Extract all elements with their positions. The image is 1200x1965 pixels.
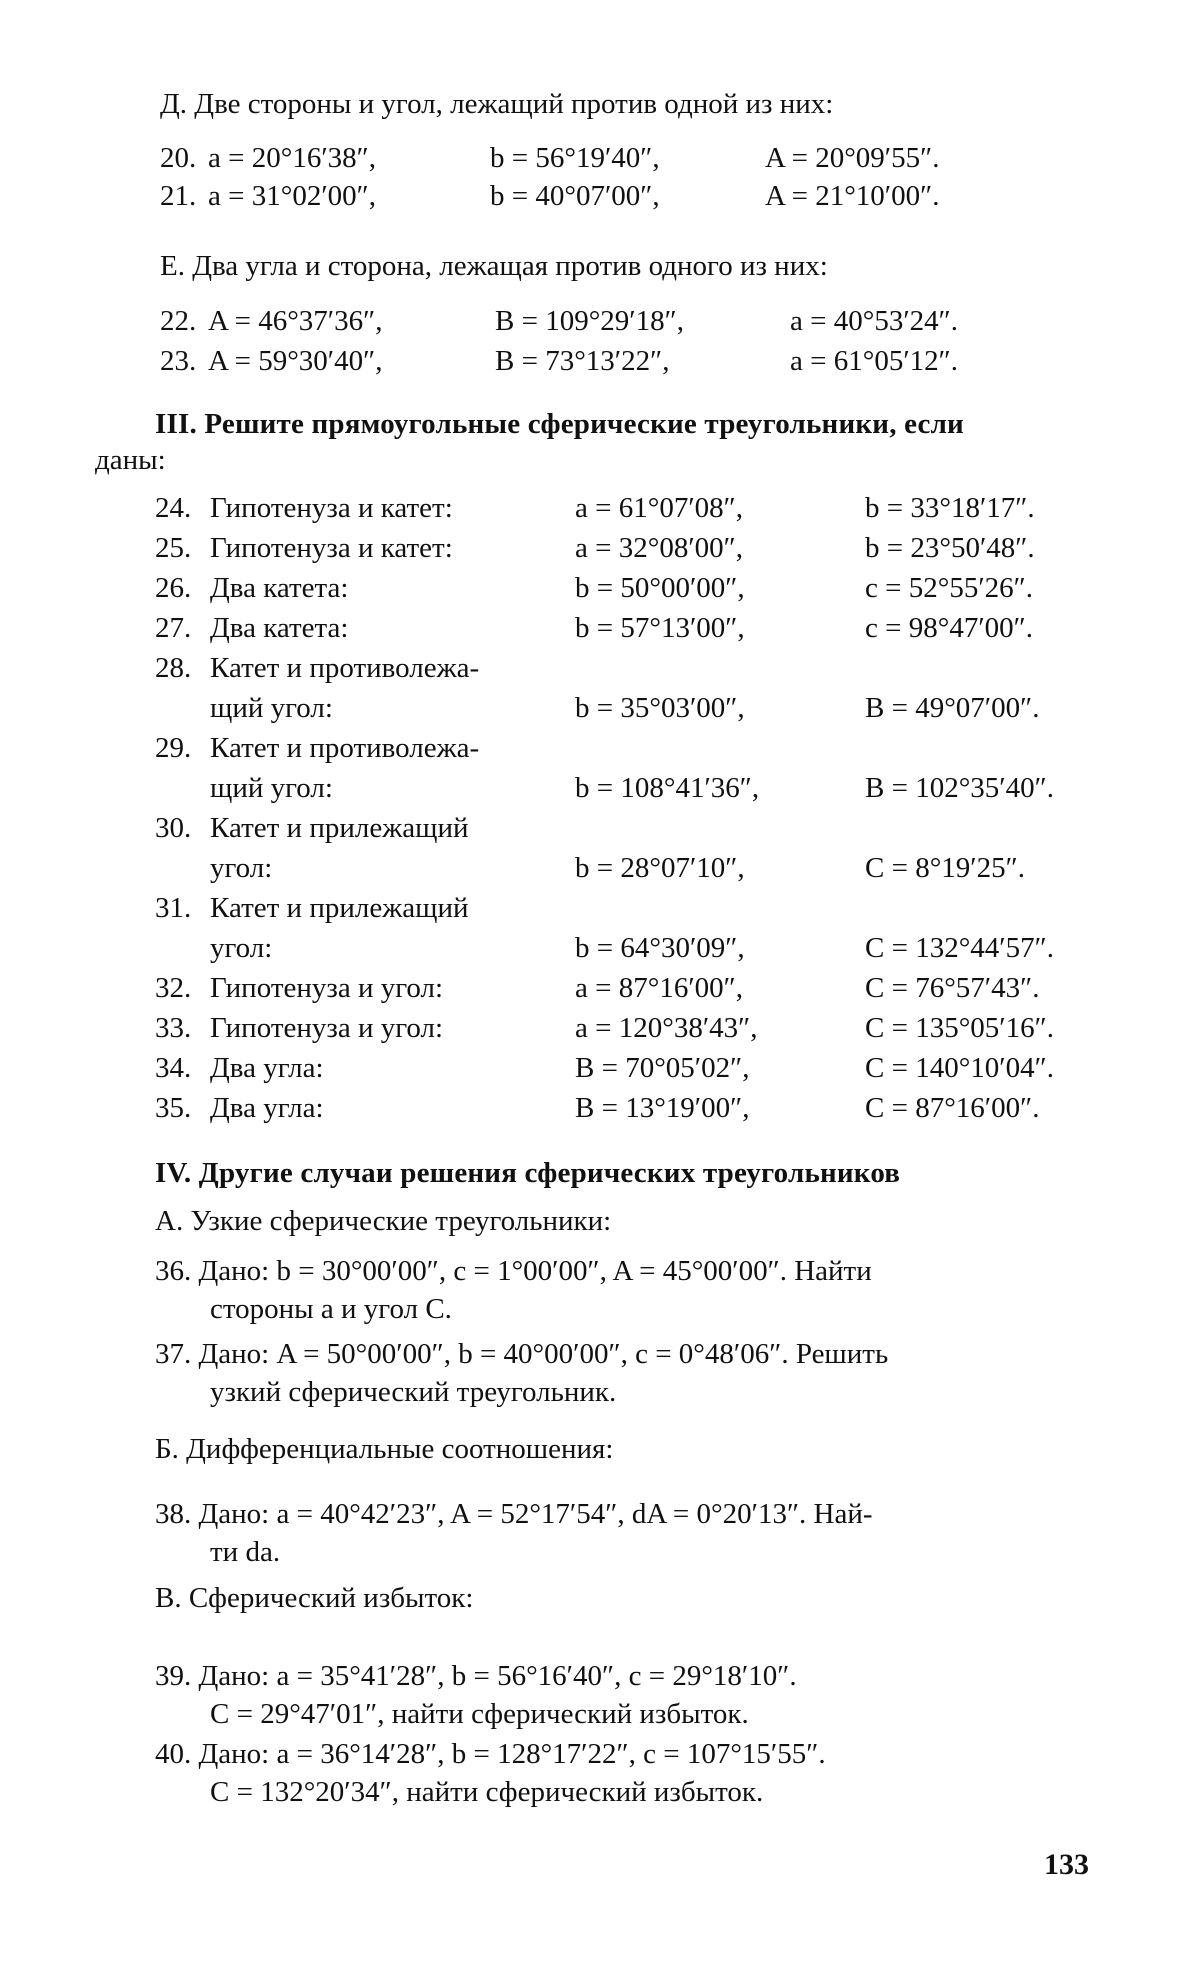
value-3: a = 61°05′12″.	[790, 345, 958, 377]
problem-label: Два угла:	[210, 1092, 324, 1124]
problem-number: 33.	[155, 1012, 192, 1044]
value-2: b = 23°50′48″.	[865, 532, 1035, 564]
problem-number: 20.	[160, 142, 197, 174]
value-1: a = 87°16′00″,	[575, 972, 743, 1004]
problem-38-line-2: ти da.	[210, 1536, 281, 1568]
value-2: B = 109°29′18″,	[495, 305, 684, 337]
value-1: A = 46°37′36″,	[208, 305, 383, 337]
problem-label: Гипотенуза и катет:	[210, 492, 453, 524]
value-1: b = 108°41′36″,	[575, 772, 760, 804]
value-1: a = 31°02′00″,	[208, 180, 376, 212]
value-2: C = 135°05′16″.	[865, 1012, 1054, 1044]
value-1: B = 13°19′00″,	[575, 1092, 750, 1124]
problem-label: угол:	[210, 932, 273, 964]
value-1: a = 61°07′08″,	[575, 492, 743, 524]
problem-number: 29.	[155, 732, 192, 764]
value-1: b = 28°07′10″,	[575, 852, 745, 884]
value-1: A = 59°30′40″,	[208, 345, 383, 377]
value-2: C = 76°57′43″.	[865, 972, 1040, 1004]
problem-label: щий угол:	[210, 692, 333, 724]
value-1: a = 32°08′00″,	[575, 532, 743, 564]
problem-label: Катет и прилежащий	[210, 812, 469, 844]
value-3: A = 21°10′00″.	[765, 180, 940, 212]
problem-label: Два угла:	[210, 1052, 324, 1084]
value-2: c = 98°47′00″.	[865, 612, 1033, 644]
problem-36-line-1: 36. Дано: b = 30°00′00″, c = 1°00′00″, A = 45°00′00″. Найти	[155, 1255, 872, 1287]
value-1: B = 70°05′02″,	[575, 1052, 750, 1084]
value-1: b = 57°13′00″,	[575, 612, 745, 644]
section-e-heading: Е. Два угла и сторона, лежащая против одного из них:	[160, 250, 828, 282]
problem-39-line-2: C = 29°47′01″, найти сферический избыток.	[210, 1698, 749, 1730]
problem-38-line-1: 38. Дано: a = 40°42′23″, A = 52°17′54″, dA = 0°20′13″. Най-	[155, 1498, 873, 1530]
problem-number: 30.	[155, 812, 192, 844]
problem-number: 32.	[155, 972, 192, 1004]
problem-label: Катет и противолежа-	[210, 732, 480, 764]
section-d-heading: Д. Две стороны и угол, лежащий против одной из них:	[160, 88, 834, 120]
problem-label: угол:	[210, 852, 273, 884]
problem-number: 34.	[155, 1052, 192, 1084]
problem-number: 25.	[155, 532, 192, 564]
section-iii-heading-continued: даны:	[95, 444, 166, 476]
section-b-heading: Б. Дифференциальные соотношения:	[155, 1433, 614, 1465]
value-1: b = 35°03′00″,	[575, 692, 745, 724]
problem-number: 31.	[155, 892, 192, 924]
value-2: B = 73°13′22″,	[495, 345, 670, 377]
value-2: b = 40°07′00″,	[490, 180, 660, 212]
value-2: C = 87°16′00″.	[865, 1092, 1040, 1124]
problem-40-line-2: C = 132°20′34″, найти сферический избыток.	[210, 1776, 764, 1808]
problem-label: Гипотенуза и угол:	[210, 1012, 444, 1044]
value-1: b = 50°00′00″,	[575, 572, 745, 604]
value-1: b = 64°30′09″,	[575, 932, 745, 964]
value-3: A = 20°09′55″.	[765, 142, 940, 174]
value-1: a = 20°16′38″,	[208, 142, 376, 174]
problem-40-line-1: 40. Дано: a = 36°14′28″, b = 128°17′22″, c = 107°15′55″.	[155, 1738, 826, 1770]
problem-label: Два катета:	[210, 612, 349, 644]
value-2: C = 140°10′04″.	[865, 1052, 1054, 1084]
section-iv-heading: IV. Другие случаи решения сферических треугольников	[155, 1157, 901, 1189]
value-2: B = 49°07′00″.	[865, 692, 1040, 724]
problem-37-line-2: узкий сферический треугольник.	[210, 1376, 617, 1408]
problem-39-line-1: 39. Дано: a = 35°41′28″, b = 56°16′40″, c = 29°18′10″.	[155, 1660, 797, 1692]
value-2: b = 33°18′17″.	[865, 492, 1035, 524]
problem-label: Катет и противолежа-	[210, 652, 480, 684]
problem-number: 21.	[160, 180, 197, 212]
problem-number: 35.	[155, 1092, 192, 1124]
value-2: C = 132°44′57″.	[865, 932, 1054, 964]
value-2: c = 52°55′26″.	[865, 572, 1033, 604]
value-2: C = 8°19′25″.	[865, 852, 1025, 884]
problem-label: щий угол:	[210, 772, 333, 804]
value-1: a = 120°38′43″,	[575, 1012, 758, 1044]
section-v-heading: В. Сферический избыток:	[155, 1582, 474, 1614]
section-iii-heading: III. Решите прямоугольные сферические треугольники, если	[155, 408, 964, 440]
page-number: 133	[1044, 1848, 1089, 1881]
problem-number: 27.	[155, 612, 192, 644]
value-3: a = 40°53′24″.	[790, 305, 958, 337]
problem-label: Катет и прилежащий	[210, 892, 469, 924]
problem-number: 26.	[155, 572, 192, 604]
problem-number: 28.	[155, 652, 192, 684]
problem-number: 22.	[160, 305, 197, 337]
problem-number: 23.	[160, 345, 197, 377]
value-2: b = 56°19′40″,	[490, 142, 660, 174]
problem-37-line-1: 37. Дано: A = 50°00′00″, b = 40°00′00″, c = 0°48′06″. Решить	[155, 1338, 889, 1370]
value-2: B = 102°35′40″.	[865, 772, 1054, 804]
section-a-heading: А. Узкие сферические треугольники:	[155, 1205, 612, 1237]
problem-number: 24.	[155, 492, 192, 524]
problem-36-line-2: стороны a и угол C.	[210, 1293, 452, 1325]
problem-label: Два катета:	[210, 572, 349, 604]
problem-label: Гипотенуза и угол:	[210, 972, 444, 1004]
problem-label: Гипотенуза и катет:	[210, 532, 453, 564]
